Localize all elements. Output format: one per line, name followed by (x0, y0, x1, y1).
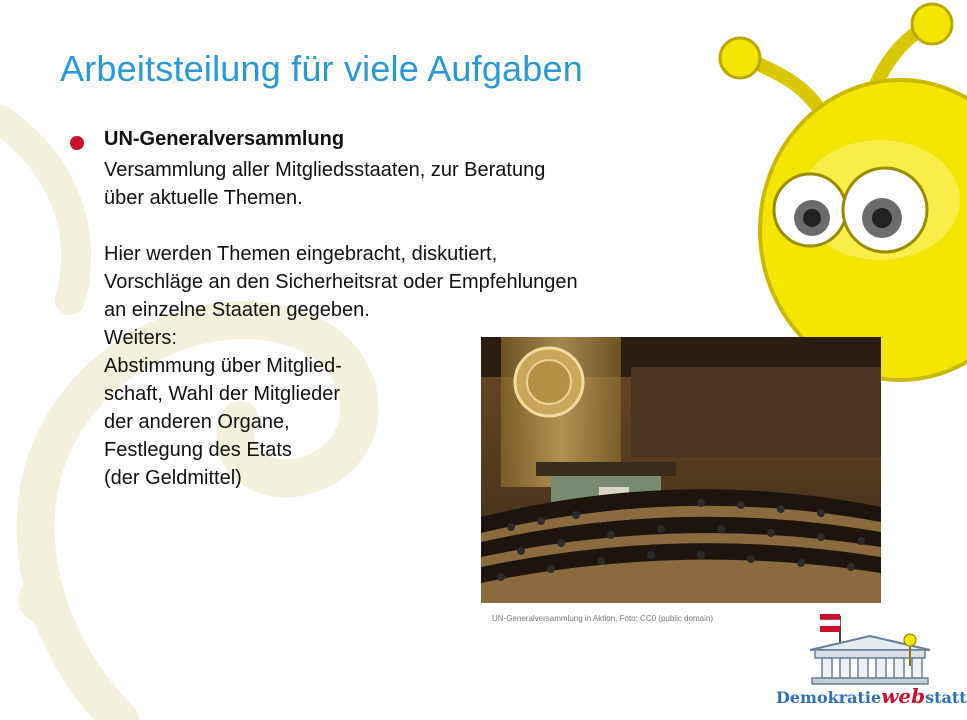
body-line: Festlegung des Etats (104, 439, 292, 461)
body-line: der anderen Organe, (104, 411, 290, 433)
bullet-heading: UN-Generalversammlung (104, 128, 345, 150)
mascot-alien (700, 0, 960, 330)
photo-caption: UN-Generalversammlung in Aktion, Foto: CC0 (public domain) (492, 614, 713, 623)
bullet-description: Versammlung aller Mitgliedsstaaten, zur Beratung über aktuelle Themen. (104, 159, 546, 209)
body-line: Abstimmung über Mitglied- (104, 355, 342, 377)
bullet-dot-icon (70, 136, 84, 150)
slide-title: Arbeitsteilung für viele Aufgaben (60, 48, 583, 89)
mascot-eye-left (774, 174, 846, 246)
un-assembly-photo (481, 337, 881, 603)
mascot-eye-right (843, 168, 927, 252)
body-line: schaft, Wahl der Mitglieder (104, 383, 341, 405)
body-line: Hier werden Themen eingebracht, diskutiert, (104, 243, 498, 265)
body-line: an einzelne Staaten gegeben. (104, 299, 370, 321)
body-line: Weiters: (104, 327, 177, 349)
mascot-antenna-left (750, 60, 820, 110)
logo-wordmark (776, 684, 967, 708)
body-line: Vorschläge an den Sicherheitsrat oder Empfehlungen (104, 271, 578, 293)
logo-word-left: Demokratie (776, 688, 882, 707)
body-line: (der Geldmittel) (104, 467, 242, 489)
logo-word-right: statt (925, 688, 967, 707)
logo-word-web: web (881, 684, 926, 708)
